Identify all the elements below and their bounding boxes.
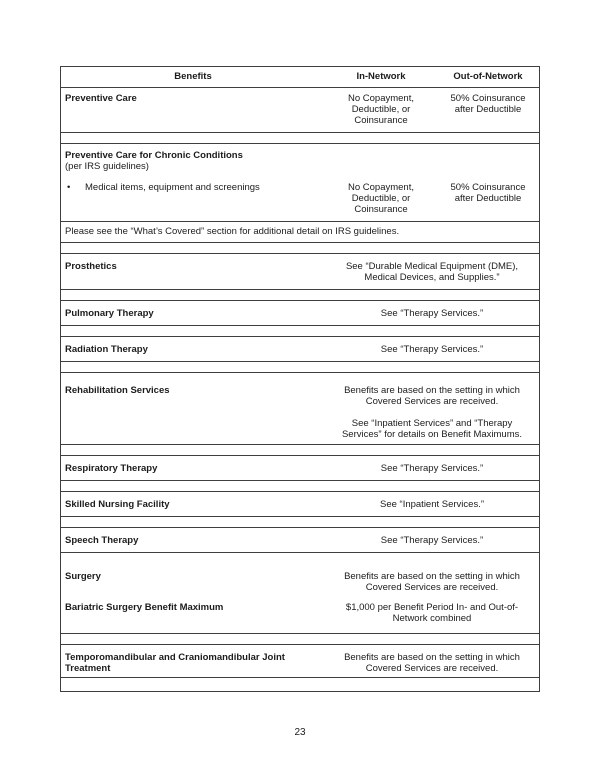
row-preventive-care xyxy=(61,88,539,133)
header-out-of-network: Out-of-Network xyxy=(453,71,523,82)
benefit-value: See “Inpatient Services.” xyxy=(379,499,485,510)
benefit-value: See “Therapy Services.” xyxy=(380,463,484,474)
spacer-row xyxy=(61,243,539,254)
benefit-name: Surgery xyxy=(65,571,101,582)
out-of-network-value: 50% Coinsurance after Deductible xyxy=(450,93,526,115)
bullet-item-label: Medical items, equipment and screenings xyxy=(85,182,260,193)
spacer-row xyxy=(61,133,539,144)
bullet-icon: • xyxy=(67,182,71,193)
header-benefits: Benefits xyxy=(174,71,212,82)
benefit-name: Radiation Therapy xyxy=(65,344,148,355)
row-skilled-nursing-facility xyxy=(61,492,539,517)
spacer-row xyxy=(61,481,539,492)
benefit-value: See “Therapy Services.” xyxy=(380,535,484,546)
row-pulmonary-therapy xyxy=(61,301,539,326)
benefit-name: Bariatric Surgery Benefit Maximum xyxy=(65,602,224,613)
paragraph-gap xyxy=(333,407,531,418)
page-number: 23 xyxy=(294,727,306,738)
spacer-row xyxy=(61,362,539,373)
benefit-name: Pulmonary Therapy xyxy=(65,308,154,319)
benefits-table xyxy=(60,66,540,692)
benefit-value: $1,000 per Benefit Period In- and Out-of-Network combined xyxy=(345,602,519,624)
row-preventive-care-chronic-conditions xyxy=(61,144,539,243)
benefit-name: Rehabilitation Services xyxy=(65,385,170,396)
row-prosthetics xyxy=(61,254,539,290)
benefit-value: Benefits are based on the setting in which Covered Services are received. xyxy=(344,652,520,674)
spacer-row xyxy=(61,326,539,337)
row-respiratory-therapy xyxy=(61,456,539,481)
benefit-name: Respiratory Therapy xyxy=(65,463,158,474)
row-radiation-therapy xyxy=(61,337,539,362)
benefit-value: See “Durable Medical Equipment (DME), Medical Devices, and Supplies.” xyxy=(345,261,519,283)
surgery-subrow xyxy=(61,571,539,593)
table-header-row xyxy=(61,67,539,88)
in-network-value: No Copayment, Deductible, or Coinsurance xyxy=(347,93,414,126)
benefit-value-paragraph-2: See “Inpatient Services” and “Therapy Services” for details on Benefit Maximums. xyxy=(341,418,523,440)
bullet-row xyxy=(61,182,539,215)
in-network-value: No Copayment, Deductible, or Coinsurance xyxy=(347,182,414,215)
row-speech-therapy xyxy=(61,528,539,553)
header-in-network: In-Network xyxy=(356,71,406,82)
section-heading xyxy=(61,144,539,172)
spacer-row xyxy=(61,290,539,301)
benefit-value: See “Therapy Services.” xyxy=(380,344,484,355)
benefit-name: Speech Therapy xyxy=(65,535,139,546)
benefit-name: Skilled Nursing Facility xyxy=(65,499,170,510)
out-of-network-value: 50% Coinsurance after Deductible xyxy=(450,182,526,204)
bullet-item xyxy=(61,182,325,215)
row-rehabilitation-services xyxy=(61,373,539,445)
benefit-value xyxy=(325,385,539,440)
benefit-subtitle: (per IRS guidelines) xyxy=(65,161,149,172)
row-surgery xyxy=(61,553,539,634)
benefit-name: Temporomandibular and Craniomandibular Joint Treatment xyxy=(65,652,285,674)
benefit-value-paragraph-1: Benefits are based on the setting in which Covered Services are received. xyxy=(344,385,520,407)
spacer-row-end xyxy=(61,678,539,691)
benefit-name: Preventive Care xyxy=(65,93,137,104)
irs-guidelines-note: Please see the “What’s Covered” section for additional detail on IRS guidelines. xyxy=(61,221,539,242)
spacer-row xyxy=(61,517,539,528)
row-tmj-treatment xyxy=(61,645,539,678)
benefit-name: Prosthetics xyxy=(65,261,117,272)
bariatric-subrow xyxy=(61,602,539,624)
benefit-value: See “Therapy Services.” xyxy=(380,308,484,319)
benefit-name: Preventive Care for Chronic Conditions xyxy=(65,150,243,161)
spacer-row xyxy=(61,445,539,456)
spacer-row xyxy=(61,634,539,645)
benefit-value: Benefits are based on the setting in which Covered Services are received. xyxy=(344,571,520,593)
